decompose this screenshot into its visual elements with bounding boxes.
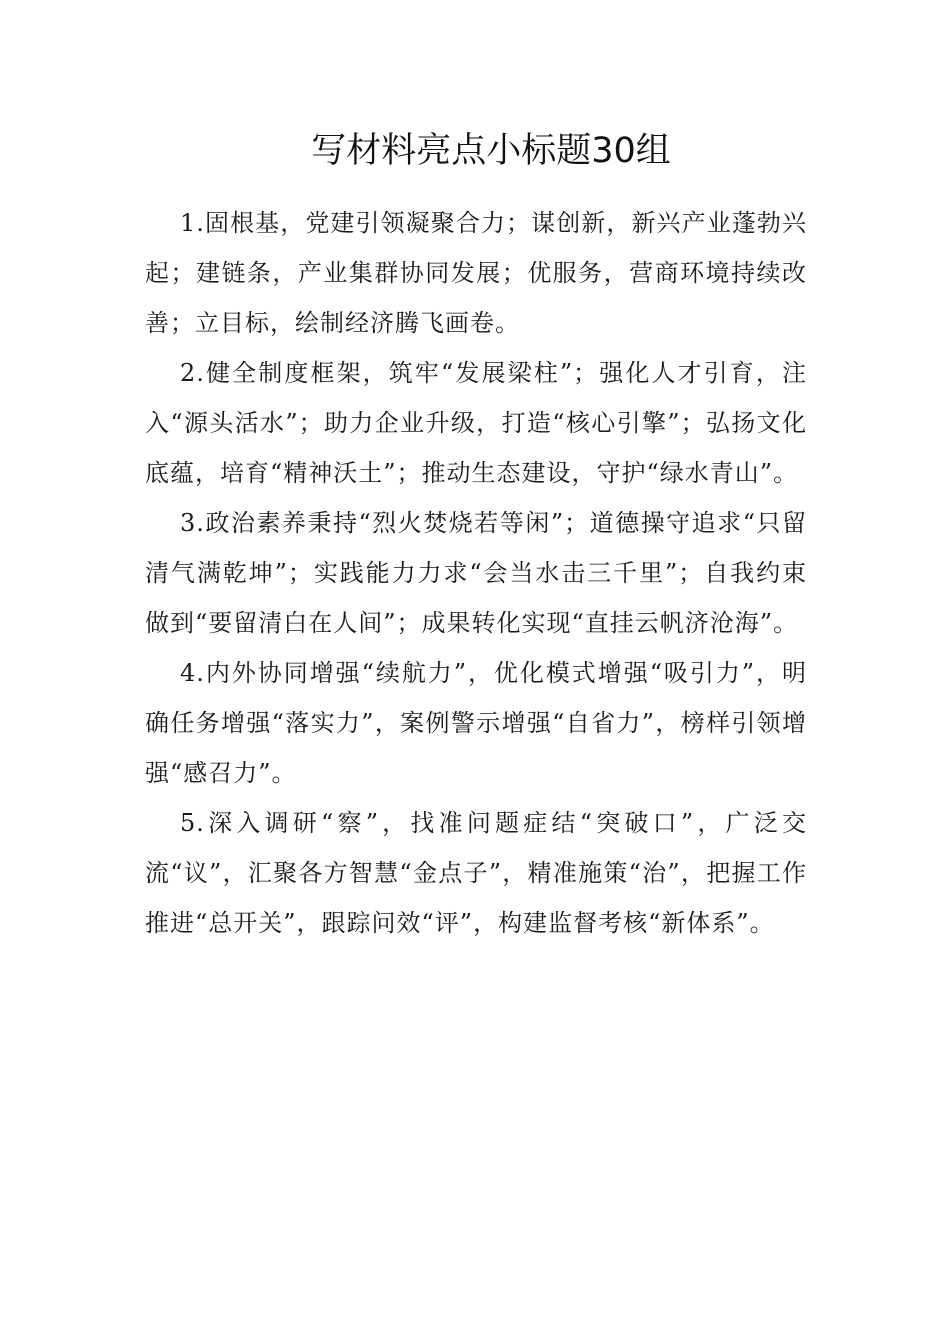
document-body: [145, 198, 807, 948]
paragraph-1: 1.固根基，党建引领凝聚合力；谋创新，新兴产业蓬勃兴起；建链条，产业集群协同发展；优服务，营商环境持续改善；立目标，绘制经济腾飞画卷。: [145, 209, 807, 337]
document-title: 写材料亮点小标题30组: [311, 131, 671, 171]
paragraph-5: 5.深入调研“察”，找准问题症结“突破口”，广泛交流“议”，汇聚各方智慧“金点子”，精准施策“治”，把握工作推进“总开关”，跟踪问效“评”，构建监督考核“新体系”。: [145, 809, 807, 937]
paragraph-3: 3.政治素养秉持“烈火焚烧若等闲”；道德操守追求“只留清气满乾坤”；实践能力力求“会当水击三千里”；自我约束做到“要留清白在人间”；成果转化实现“直挂云帆济沧海”。: [145, 509, 807, 637]
paragraph-2: 2.健全制度框架，筑牢“发展梁柱”；强化人才引育，注入“源头活水”；助力企业升级，打造“核心引擎”；弘扬文化底蕴，培育“精神沃土”；推动生态建设，守护“绿水青山”。: [145, 359, 807, 487]
paragraph-4: 4.内外协同增强“续航力”，优化模式增强“吸引力”，明确任务增强“落实力”，案例警示增强“自省力”，榜样引领增强“感召力”。: [145, 659, 807, 787]
